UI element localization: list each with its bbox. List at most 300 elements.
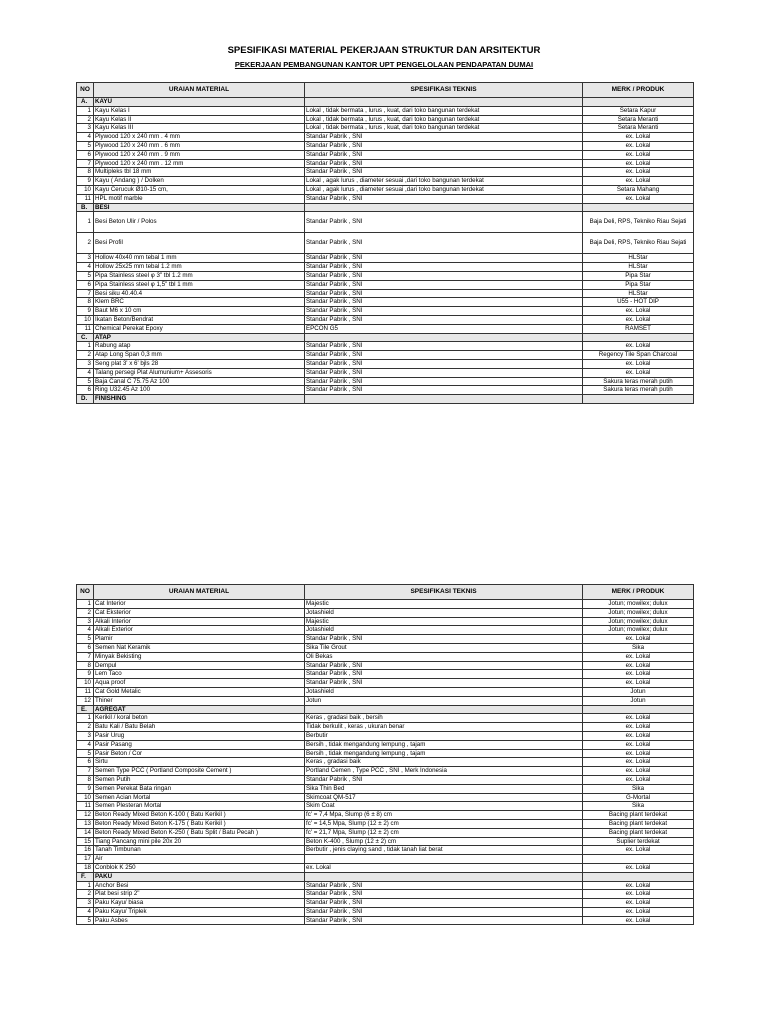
cell-spesifikasi: Skimcoat QM-517 <box>305 793 583 802</box>
cell-uraian: Plywood 120 x 240 mm . 12 mm <box>94 159 305 168</box>
table-header-row <box>77 585 694 600</box>
table-row <box>77 115 694 124</box>
table-row <box>77 298 694 307</box>
table-row <box>77 890 694 899</box>
cell-merk: ex. Lokal <box>583 141 694 150</box>
cell-uraian: Paku Kayu/ biasa <box>94 899 305 908</box>
table-row <box>77 324 694 333</box>
cell-no: 8 <box>77 168 94 177</box>
cell-uraian: Kayu Kelas II <box>94 115 305 124</box>
cell-spesifikasi: Standar Pabrik , SNI <box>305 233 583 254</box>
table-row <box>77 758 694 767</box>
cell-no: 6 <box>77 758 94 767</box>
cell-merk: HLStar <box>583 263 694 272</box>
table-header-row <box>77 83 694 98</box>
cell-no: 8 <box>77 775 94 784</box>
cell-spesifikasi: Standar Pabrik , SNI <box>305 377 583 386</box>
table-row <box>77 280 694 289</box>
cell-uraian: Pipa Stainless steel φ 1,5" tbl 1 mm <box>94 280 305 289</box>
cell-merk: Sika <box>583 643 694 652</box>
cell-uraian: Besi Beton Ulir / Polos <box>94 212 305 233</box>
cell-uraian: Kayu ( Andang ) / Dolken <box>94 177 305 186</box>
table-row <box>77 837 694 846</box>
cell-merk <box>583 98 694 107</box>
table-row <box>77 159 694 168</box>
cell-merk: Jotun; mowilex; dulux <box>583 600 694 609</box>
cell-merk: ex. Lokal <box>583 731 694 740</box>
table-row <box>77 254 694 263</box>
table-row <box>77 289 694 298</box>
cell-merk <box>583 872 694 881</box>
table-row <box>77 307 694 316</box>
cell-uraian: Beton Ready Mixed Beton K-250 ( Batu Split / Batu Pecah ) <box>94 828 305 837</box>
cell-uraian: Semen Perekat Bata ringan <box>94 784 305 793</box>
cell-uraian: Minyak Bekisting <box>94 652 305 661</box>
cell-spesifikasi: Sika Tile Grout <box>305 643 583 652</box>
cell-spesifikasi: Standar Pabrik , SNI <box>305 661 583 670</box>
cell-spesifikasi: fc' = 14,5 Mpa, Slump (12 ± 2) cm <box>305 819 583 828</box>
cell-no: A. <box>77 98 94 107</box>
table-row <box>77 767 694 776</box>
cell-spesifikasi: Sika Thin Bed <box>305 784 583 793</box>
cell-uraian: Multipleks tbl 18 mm <box>94 168 305 177</box>
cell-no: 5 <box>77 271 94 280</box>
cell-no: 3 <box>77 359 94 368</box>
cell-uraian: Plywood 120 x 240 mm . 4 mm <box>94 133 305 142</box>
cell-merk: U55 - HOT DIP <box>583 298 694 307</box>
cell-merk: ex. Lokal <box>583 890 694 899</box>
cell-merk: ex. Lokal <box>583 899 694 908</box>
cell-uraian: Hollow 25x25 mm tebal 1.2 mm <box>94 263 305 272</box>
cell-uraian: Beton Ready Mixed Beton K-100 ( Batu Kerikil ) <box>94 811 305 820</box>
cell-spesifikasi: Standar Pabrik , SNI <box>305 351 583 360</box>
cell-merk: ex. Lokal <box>583 159 694 168</box>
cell-merk: Jotun <box>583 687 694 696</box>
cell-uraian: Batu Kali / Batu Belah <box>94 723 305 732</box>
cell-no: 8 <box>77 661 94 670</box>
cell-uraian: Kayu Kelas I <box>94 106 305 115</box>
cell-no: 2 <box>77 115 94 124</box>
cell-spesifikasi: Jotashield <box>305 687 583 696</box>
cell-no: 10 <box>77 315 94 324</box>
cell-uraian: Sirtu <box>94 758 305 767</box>
cell-no: 15 <box>77 837 94 846</box>
cell-no: 5 <box>77 141 94 150</box>
cell-no: 14 <box>77 828 94 837</box>
cell-uraian: Cat Interior <box>94 600 305 609</box>
cell-no: 18 <box>77 863 94 872</box>
cell-spesifikasi: Standar Pabrik , SNI <box>305 289 583 298</box>
cell-no: 8 <box>77 298 94 307</box>
cell-uraian: Cat Eksterior <box>94 608 305 617</box>
cell-merk: ex. Lokal <box>583 749 694 758</box>
cell-merk: ex. Lokal <box>583 652 694 661</box>
cell-merk: Sika <box>583 784 694 793</box>
cell-merk: HLStar <box>583 254 694 263</box>
cell-no: 10 <box>77 679 94 688</box>
cell-no: 9 <box>77 784 94 793</box>
cell-merk: ex. Lokal <box>583 846 694 855</box>
cell-spesifikasi: Lokal , agak lurus , diameter sesuai ,dari toko bangunan terdekat <box>305 185 583 194</box>
cell-spesifikasi: Standar Pabrik , SNI <box>305 141 583 150</box>
cell-uraian: Semen Type PCC ( Portland Composite Cement ) <box>94 767 305 776</box>
cell-no: 4 <box>77 368 94 377</box>
cell-merk: ex. Lokal <box>583 150 694 159</box>
cell-uraian: Pasir Urug <box>94 731 305 740</box>
cell-merk <box>583 333 694 342</box>
cell-no: 4 <box>77 133 94 142</box>
cell-uraian: Plywood 120 x 240 mm . 6 mm <box>94 141 305 150</box>
cell-spesifikasi: Standar Pabrik , SNI <box>305 670 583 679</box>
cell-no: 6 <box>77 386 94 395</box>
table-row <box>77 881 694 890</box>
cell-no: 1 <box>77 342 94 351</box>
cell-no: 10 <box>77 793 94 802</box>
cell-uraian: Paku Asbes <box>94 916 305 925</box>
cell-no: C. <box>77 333 94 342</box>
cell-merk: Setara Meranti <box>583 115 694 124</box>
table-row <box>77 749 694 758</box>
cell-uraian: Kayu Cerucuk Ø10-15 cm, <box>94 185 305 194</box>
table-row <box>77 141 694 150</box>
table-row <box>77 811 694 820</box>
cell-merk: ex. Lokal <box>583 758 694 767</box>
cell-no: 7 <box>77 652 94 661</box>
cell-uraian: Tanah Timbunan <box>94 846 305 855</box>
cell-no: 7 <box>77 767 94 776</box>
cell-merk: Sika <box>583 802 694 811</box>
material-table-2 <box>76 584 694 925</box>
table-row <box>77 793 694 802</box>
cell-spesifikasi: Skim Coat <box>305 802 583 811</box>
section-row <box>77 203 694 212</box>
table-row <box>77 177 694 186</box>
cell-merk: ex. Lokal <box>583 635 694 644</box>
cell-spesifikasi: Standar Pabrik , SNI <box>305 916 583 925</box>
cell-merk: Bacing plant terdekat <box>583 828 694 837</box>
cell-uraian: Paku Kayu/ Triplek <box>94 907 305 916</box>
cell-no: 10 <box>77 185 94 194</box>
cell-no: E. <box>77 705 94 714</box>
cell-no: D. <box>77 395 94 404</box>
cell-merk: Jotun; mowilex; dulux <box>583 608 694 617</box>
table-row <box>77 212 694 233</box>
table-body <box>77 600 694 925</box>
cell-no: 5 <box>77 749 94 758</box>
cell-merk: Setara Kapur <box>583 106 694 115</box>
table-row <box>77 731 694 740</box>
cell-no: 2 <box>77 351 94 360</box>
cell-uraian: Klem BRC <box>94 298 305 307</box>
header-spesifikasi: SPESIFIKASI TEKNIS <box>305 585 583 600</box>
cell-merk: Baja Deli, RPS, Tekniko Riau Sejati <box>583 212 694 233</box>
cell-spesifikasi: Standar Pabrik , SNI <box>305 194 583 203</box>
cell-no: 16 <box>77 846 94 855</box>
cell-merk: ex. Lokal <box>583 907 694 916</box>
table-row <box>77 916 694 925</box>
table-row <box>77 687 694 696</box>
cell-uraian: Alkali Exterior <box>94 626 305 635</box>
cell-spesifikasi: fc' = 7,4 Mpa, Slump (6 ± 8) cm <box>305 811 583 820</box>
cell-uraian: HPL motif marble <box>94 194 305 203</box>
cell-no: 1 <box>77 106 94 115</box>
section-row <box>77 705 694 714</box>
cell-spesifikasi: Beton K-400 , Slump (12 ± 2) cm <box>305 837 583 846</box>
table-row <box>77 863 694 872</box>
cell-no: 6 <box>77 280 94 289</box>
table-row <box>77 233 694 254</box>
cell-merk: Setara Meranti <box>583 124 694 133</box>
cell-no: 13 <box>77 819 94 828</box>
document-subtitle: PEKERJAAN PEMBANGUNAN KANTOR UPT PENGELOLAAN PENDAPATAN DUMAI <box>234 60 534 69</box>
cell-spesifikasi: Jotashield <box>305 608 583 617</box>
cell-uraian: Lem Taco <box>94 670 305 679</box>
table-row <box>77 124 694 133</box>
table-row <box>77 679 694 688</box>
cell-no: 4 <box>77 907 94 916</box>
cell-spesifikasi: Standar Pabrik , SNI <box>305 342 583 351</box>
cell-merk <box>583 705 694 714</box>
cell-merk: ex. Lokal <box>583 767 694 776</box>
cell-uraian: Kerikil / koral beton <box>94 714 305 723</box>
section-row <box>77 98 694 107</box>
cell-spesifikasi: Lokal , tidak bermata , lurus , kuat, dari toko bangunan terdekat <box>305 124 583 133</box>
cell-merk: Bacing plant terdekat <box>583 819 694 828</box>
cell-uraian: Ring U32.45 Az 100 <box>94 386 305 395</box>
cell-uraian: Seng plat 3' x 6' bjls 28 <box>94 359 305 368</box>
cell-spesifikasi: EPCON G5 <box>305 324 583 333</box>
cell-merk: ex. Lokal <box>583 670 694 679</box>
cell-spesifikasi <box>305 855 583 864</box>
cell-merk: ex. Lokal <box>583 133 694 142</box>
table-row <box>77 168 694 177</box>
cell-no: 12 <box>77 696 94 705</box>
table-row <box>77 150 694 159</box>
cell-spesifikasi <box>305 395 583 404</box>
cell-spesifikasi: Lokal , tidak bermata , lurus , kuat, dari toko bangunan terdekat <box>305 106 583 115</box>
cell-merk: ex. Lokal <box>583 168 694 177</box>
cell-spesifikasi: Berbutir , jenis claying sand , tidak tanah liat berat <box>305 846 583 855</box>
cell-spesifikasi <box>305 203 583 212</box>
table-row <box>77 696 694 705</box>
cell-merk: ex. Lokal <box>583 661 694 670</box>
cell-uraian: Baja Canal C 75.75 Az 100 <box>94 377 305 386</box>
cell-spesifikasi: Standar Pabrik , SNI <box>305 890 583 899</box>
header-no: NO <box>77 83 94 98</box>
cell-merk: Pipa Star <box>583 271 694 280</box>
material-table-1 <box>76 82 694 404</box>
cell-no: 9 <box>77 307 94 316</box>
cell-spesifikasi: Standar Pabrik , SNI <box>305 307 583 316</box>
cell-no: 5 <box>77 916 94 925</box>
section-row <box>77 333 694 342</box>
cell-spesifikasi: Tidak berkulit , keras , ukuran benar <box>305 723 583 732</box>
cell-merk: Regency Tile Span Charcoal <box>583 351 694 360</box>
cell-uraian: Semen Acian Mortal <box>94 793 305 802</box>
cell-merk: ex. Lokal <box>583 916 694 925</box>
cell-merk: HLStar <box>583 289 694 298</box>
cell-spesifikasi: Lokal , tidak bermata , lurus , kuat, dari toko bangunan terdekat <box>305 115 583 124</box>
cell-spesifikasi: Standar Pabrik , SNI <box>305 271 583 280</box>
cell-no: 3 <box>77 124 94 133</box>
cell-no: 7 <box>77 159 94 168</box>
table-row <box>77 670 694 679</box>
cell-spesifikasi: Majestic <box>305 617 583 626</box>
cell-no: 9 <box>77 670 94 679</box>
cell-merk: Suplier terdekat <box>583 837 694 846</box>
cell-merk: Jotun; mowilex; dulux <box>583 626 694 635</box>
cell-uraian: FINISHING <box>94 395 305 404</box>
header-no: NO <box>77 585 94 600</box>
cell-merk: ex. Lokal <box>583 342 694 351</box>
cell-spesifikasi <box>305 872 583 881</box>
cell-spesifikasi: Jotashield <box>305 626 583 635</box>
cell-no: 1 <box>77 600 94 609</box>
cell-no: 11 <box>77 687 94 696</box>
cell-merk: ex. Lokal <box>583 740 694 749</box>
cell-spesifikasi <box>305 98 583 107</box>
table-row <box>77 271 694 280</box>
table-row <box>77 899 694 908</box>
cell-uraian: Alkali Interior <box>94 617 305 626</box>
cell-merk: Jotun; mowilex; dulux <box>583 617 694 626</box>
cell-uraian: Conblok K 250 <box>94 863 305 872</box>
table-row <box>77 802 694 811</box>
table-row <box>77 643 694 652</box>
table-row <box>77 106 694 115</box>
cell-spesifikasi: Standar Pabrik , SNI <box>305 298 583 307</box>
cell-no: 3 <box>77 617 94 626</box>
cell-merk <box>583 203 694 212</box>
table-row <box>77 784 694 793</box>
cell-spesifikasi: Standar Pabrik , SNI <box>305 899 583 908</box>
cell-merk: ex. Lokal <box>583 177 694 186</box>
cell-no: 3 <box>77 254 94 263</box>
cell-no: 4 <box>77 263 94 272</box>
cell-uraian: Anchor Besi <box>94 881 305 890</box>
cell-merk: ex. Lokal <box>583 881 694 890</box>
table-row <box>77 855 694 864</box>
cell-spesifikasi: Standar Pabrik , SNI <box>305 159 583 168</box>
cell-spesifikasi: Standar Pabrik , SNI <box>305 881 583 890</box>
cell-spesifikasi: Keras , gradasi baik <box>305 758 583 767</box>
cell-uraian: ATAP <box>94 333 305 342</box>
cell-no: 3 <box>77 899 94 908</box>
cell-uraian: Pasir Pasang <box>94 740 305 749</box>
cell-uraian: Besi Profil <box>94 233 305 254</box>
cell-spesifikasi <box>305 705 583 714</box>
cell-spesifikasi: Bersih , tidak mengandung lempung , tajam <box>305 740 583 749</box>
cell-merk: Pipa Star <box>583 280 694 289</box>
section-row <box>77 395 694 404</box>
cell-uraian: Beton Ready Mixed Beton K-175 ( Batu Kerikil ) <box>94 819 305 828</box>
cell-spesifikasi: fc' = 21,7 Mpa, Slump (12 ± 2) cm <box>305 828 583 837</box>
cell-merk: ex. Lokal <box>583 714 694 723</box>
cell-spesifikasi: Standar Pabrik , SNI <box>305 907 583 916</box>
table-row <box>77 194 694 203</box>
cell-uraian: Talang persegi Plat Alumunium+ Assesoris <box>94 368 305 377</box>
cell-spesifikasi: Keras , gradasi baik , bersih <box>305 714 583 723</box>
cell-no: 2 <box>77 890 94 899</box>
cell-no: 11 <box>77 802 94 811</box>
cell-spesifikasi <box>305 333 583 342</box>
cell-uraian: Rabung atap <box>94 342 305 351</box>
cell-no: B. <box>77 203 94 212</box>
cell-no: 5 <box>77 635 94 644</box>
cell-spesifikasi: Standar Pabrik , SNI <box>305 150 583 159</box>
cell-spesifikasi: Bersih , tidak mengandung lempung , tajam <box>305 749 583 758</box>
cell-uraian: Pipa Stainless steel φ 3" tbl 1.2 mm <box>94 271 305 280</box>
table-row <box>77 740 694 749</box>
cell-no: 5 <box>77 377 94 386</box>
cell-spesifikasi: Standar Pabrik , SNI <box>305 168 583 177</box>
cell-merk: RAMSET <box>583 324 694 333</box>
cell-no: 1 <box>77 212 94 233</box>
cell-spesifikasi: Standar Pabrik , SNI <box>305 775 583 784</box>
cell-merk: ex. Lokal <box>583 775 694 784</box>
cell-uraian: Thiner <box>94 696 305 705</box>
cell-spesifikasi: Standar Pabrik , SNI <box>305 368 583 377</box>
cell-no: 2 <box>77 233 94 254</box>
cell-uraian: Semen Putih <box>94 775 305 784</box>
table-row <box>77 263 694 272</box>
cell-no: 11 <box>77 324 94 333</box>
cell-uraian: Plamir <box>94 635 305 644</box>
cell-merk: ex. Lokal <box>583 194 694 203</box>
cell-spesifikasi: Standar Pabrik , SNI <box>305 635 583 644</box>
cell-uraian: Kayu Kelas III <box>94 124 305 133</box>
cell-uraian: Aqua proof <box>94 679 305 688</box>
cell-merk: G-Mortal <box>583 793 694 802</box>
cell-spesifikasi: Standar Pabrik , SNI <box>305 359 583 368</box>
cell-no: 4 <box>77 740 94 749</box>
cell-uraian: Chemical Perekat Epoxy <box>94 324 305 333</box>
cell-spesifikasi: Standar Pabrik , SNI <box>305 212 583 233</box>
cell-uraian: Baut M6 x 10 cm <box>94 307 305 316</box>
document-title: SPESIFIKASI MATERIAL PEKERJAAN STRUKTUR DAN ARSITEKTUR <box>227 45 541 56</box>
cell-merk: Bacing plant terdekat <box>583 811 694 820</box>
table-row <box>77 351 694 360</box>
table-row <box>77 185 694 194</box>
table-row <box>77 368 694 377</box>
cell-merk <box>583 395 694 404</box>
cell-uraian: Atap Long Span 0,3 mm <box>94 351 305 360</box>
table-row <box>77 600 694 609</box>
cell-no: 6 <box>77 150 94 159</box>
cell-uraian: Tiang Pancang mini pile 20x 20 <box>94 837 305 846</box>
table-row <box>77 907 694 916</box>
table-body <box>77 98 694 404</box>
cell-uraian: PAKU <box>94 872 305 881</box>
cell-uraian: BESI <box>94 203 305 212</box>
cell-spesifikasi: Majestic <box>305 600 583 609</box>
cell-no: 1 <box>77 714 94 723</box>
header-merk: MERK / PRODUK <box>583 585 694 600</box>
cell-no: 7 <box>77 289 94 298</box>
cell-spesifikasi: Portland Cemen , Type PCC , SNI , Merk Indonesia <box>305 767 583 776</box>
cell-no: 12 <box>77 811 94 820</box>
table-row <box>77 626 694 635</box>
cell-no: 6 <box>77 643 94 652</box>
cell-merk: ex. Lokal <box>583 863 694 872</box>
table-row <box>77 133 694 142</box>
cell-spesifikasi: ex. Lokal <box>305 863 583 872</box>
cell-merk: Sakura teras merah putih <box>583 377 694 386</box>
cell-no: 11 <box>77 194 94 203</box>
cell-uraian: Air <box>94 855 305 864</box>
table-row <box>77 846 694 855</box>
cell-uraian: Besi siku 40.40.4 <box>94 289 305 298</box>
